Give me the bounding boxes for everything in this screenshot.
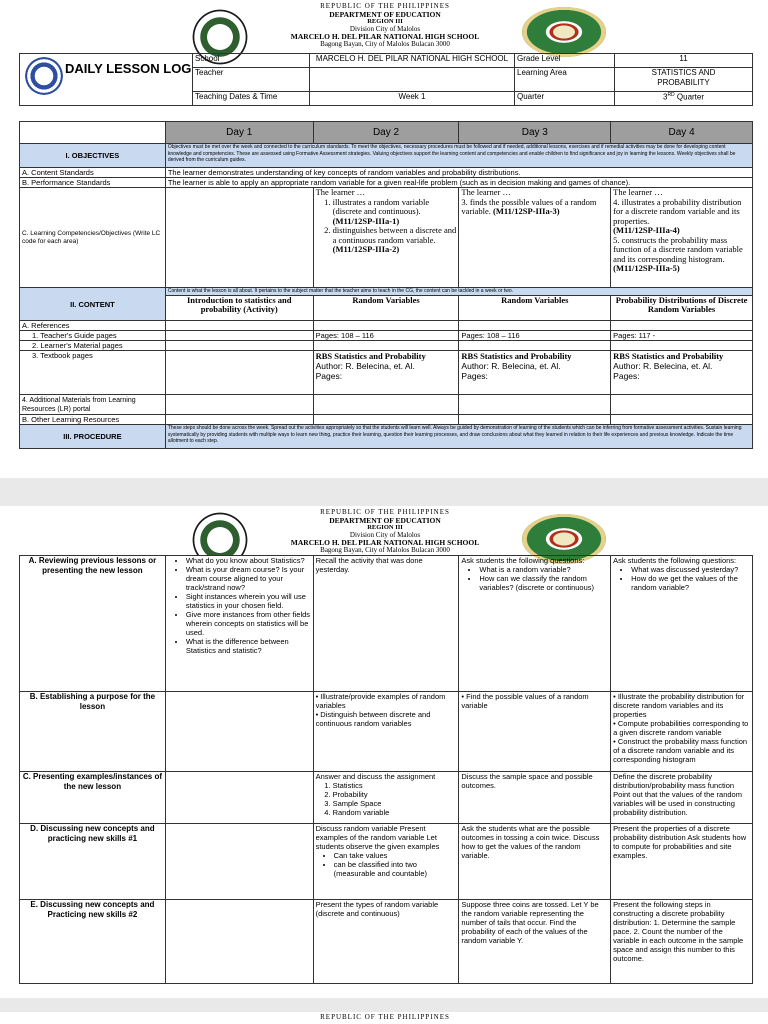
- list-item: • What is your dream course? Is your dream course aligned to your track/strand now?: [186, 565, 311, 592]
- cell: [313, 321, 459, 331]
- competency-item: [333, 226, 457, 255]
- list-item: • Give more instances from other fields wherein concepts on statistics will be used.: [186, 610, 311, 637]
- letterhead-line: Bagong Bayan, City of Malolos Bulacan 3000: [320, 39, 450, 48]
- book-pages: Pages:: [315, 371, 343, 381]
- cell: [459, 395, 611, 415]
- intro-text: Answer and discuss the assignment: [315, 772, 436, 781]
- content-day4: Probability Distributions of Discrete Random Variables: [611, 295, 753, 320]
- cell: [611, 395, 753, 415]
- lc-code: (M11/12SP-IIIa-1): [332, 215, 400, 226]
- intro-text: Ask students the following questions:: [613, 556, 737, 565]
- tg-pages-day4: Pages: 117 -: [611, 331, 753, 341]
- cell: [611, 321, 753, 331]
- performance-standards-text: The learner is able to apply an appropriate random variable for a given real-life problem (such as in decision making and games of chance).: [165, 178, 752, 188]
- competencies-day2: [313, 188, 459, 288]
- content-day1: Introduction to statistics and probability (Activity): [165, 295, 313, 320]
- concepts2-day3: Suppose three coins are tossed. Let Y be the random variable representing the number of tails that occur. Find the probability of each of the values of the random variable Y.: [459, 900, 611, 984]
- lc-code: (M11/12SP-IIIa-3): [493, 206, 560, 216]
- examples-day4: Define the discrete probability distribution/probability mass function Point out that the values of the random variables will be used in constructing probability distribution.: [611, 772, 753, 824]
- tg-pages-day2: Pages: 108 – 116: [313, 331, 459, 341]
- cell: [313, 395, 459, 415]
- grade-label: Grade Level: [515, 54, 615, 68]
- cell: [165, 321, 313, 331]
- list-item: • What is the difference between Statistics and statistic?: [186, 637, 311, 655]
- area-value-line: PROBABILITY: [657, 78, 710, 88]
- concepts1-label: D. Discussing new concepts and practicing new skills #1: [20, 824, 166, 900]
- page-3: [0, 1012, 768, 1024]
- area-value-line: STATISTICS AND: [651, 68, 716, 78]
- concepts1-day3: Ask the students what are the possible outcomes in tossing a coin twice. Discuss how to get the values of the random variable.: [459, 824, 611, 900]
- letterhead-line: REPUBLIC OF THE PHILIPPINES: [320, 2, 450, 10]
- letterhead-line: DEPARTMENT OF EDUCATION: [329, 9, 441, 19]
- purpose-day3: • Find the possible values of a random variable: [459, 692, 611, 772]
- list-item: • What is a random variable?: [479, 565, 608, 574]
- objectives-label: I. OBJECTIVES: [20, 144, 166, 168]
- competencies-label: C. Learning Competencies/Objectives (Write LC code for each area): [20, 188, 166, 288]
- other-resources-label: B. Other Learning Resources: [20, 415, 166, 425]
- content-day2: Random Variables: [313, 295, 459, 320]
- book-title: RBS Statistics and Probability: [613, 351, 724, 361]
- intro-text: The learner …: [315, 187, 366, 197]
- performance-standards-label: B. Performance Standards: [20, 178, 166, 188]
- competency-text: 4. illustrates a probability distribution for a discrete random variable and its properties.: [613, 196, 742, 226]
- textbook-day4: [611, 351, 753, 395]
- letterhead-line: Bagong Bayan, City of Malolos Bulacan 3000: [320, 545, 450, 554]
- review-day3: [459, 556, 611, 692]
- list-item: • Compute probabilities corresponding to a given discrete random variable: [613, 719, 749, 737]
- page-title: DAILY LESSON LOG: [65, 61, 192, 76]
- letterhead: [0, 0, 768, 54]
- dates-label: Teaching Dates & Time: [193, 91, 310, 105]
- list-item: • How can we classify the random variables? (discrete or continuous): [479, 574, 608, 592]
- lc-code: (M11/12SP-IIIa-5): [613, 263, 680, 273]
- list-item: • How do we get the values of the random variable?: [631, 574, 750, 592]
- list-item: 2. Probability: [333, 790, 457, 799]
- quarter-label: Quarter: [515, 91, 615, 105]
- cell: [611, 415, 753, 425]
- cell: [459, 321, 611, 331]
- corner-cell: [20, 122, 166, 144]
- list-item: • Can take values: [334, 851, 457, 860]
- references-label: A. References: [20, 321, 166, 331]
- cell: [165, 395, 313, 415]
- content-note: Content is what the lesson is all about. It pertains to the subject matter that the teacher aims to teach in the CG, the content can be tackled in a week or two.: [165, 288, 752, 296]
- intro-text: The learner …: [613, 187, 663, 197]
- objectives-note: Objectives must be met over the week and connected to the curriculum standards. To meet the objectives, necessary procedures must be followed and if needed, additional lessons, exercises and if remedial activities may be done for developing content knowledge and competencies. These are assessed using Formative Assessment strategies. Valuing objectives support the learning content and competencies and enable children to find significance and joy in learning the lessons. Weekly objectives shall be derived from the curriculum guides.: [165, 144, 752, 168]
- concepts2-day2: Present the types of random variable (discrete and continuous): [313, 900, 459, 984]
- textbook-pages-label: 3. Textbook pages: [20, 351, 166, 395]
- info-table: [19, 53, 753, 106]
- day-header: Day 1: [165, 122, 313, 144]
- procedure-label: III. PROCEDURE: [20, 425, 166, 449]
- competency-text: illustrates a random variable (discrete and continuous).: [332, 196, 430, 216]
- book-title: RBS Statistics and Probability: [461, 351, 572, 361]
- list-item: • Illustrate/provide examples of random variables: [315, 692, 446, 710]
- dll-title-cell: [20, 54, 193, 106]
- letterhead-line: REGION III: [367, 524, 403, 532]
- list-item: • What was discussed yesterday?: [631, 565, 750, 574]
- letterhead-line: Division City of Malolos: [349, 530, 421, 539]
- competencies-day4: [611, 188, 753, 288]
- day-header: Day 2: [313, 122, 459, 144]
- letterhead: [0, 1012, 768, 1024]
- concepts2-day1: [165, 900, 313, 984]
- purpose-day1: [165, 692, 313, 772]
- concepts1-day1: [165, 824, 313, 900]
- quarter-num: 3: [662, 92, 668, 102]
- list-item: • Distinguish between discrete and continuous random variables: [315, 710, 431, 728]
- school-value: MARCELO H. DEL PILAR NATIONAL HIGH SCHOOL: [310, 54, 515, 68]
- textbook-day3: [459, 351, 611, 395]
- teacher-label: Teacher: [193, 68, 310, 91]
- book-author: Author: R. Belecina, et. Al.: [613, 361, 713, 371]
- letterhead-line: DEPARTMENT OF EDUCATION: [329, 515, 441, 525]
- cell: [313, 415, 459, 425]
- list-item: • Construct the probability mass function of a discrete random variable and its corresponding histogram: [613, 737, 748, 764]
- letterhead-line: MARCELO H. DEL PILAR NATIONAL HIGH SCHOOL: [290, 32, 480, 42]
- examples-day2: [313, 772, 459, 824]
- cell: [459, 341, 611, 351]
- list-item: 1. Statistics: [333, 781, 457, 790]
- competency-text: distinguishes between a discrete and a continuous random variable.: [332, 225, 457, 245]
- quarter-sup: RD: [667, 91, 675, 98]
- lesson-table: [19, 121, 753, 449]
- competency-item: [333, 198, 457, 227]
- competencies-day1: [165, 188, 313, 288]
- cell: [165, 331, 313, 341]
- letterhead: [0, 506, 768, 560]
- cell: [165, 351, 313, 395]
- purpose-label: B. Establishing a purpose for the lesson: [20, 692, 166, 772]
- day-header: Day 3: [459, 122, 611, 144]
- tg-pages-day3: Pages: 108 – 116: [459, 331, 611, 341]
- content-standards-text: The learner demonstrates understanding of key concepts of random variables and probability distributions.: [165, 168, 752, 178]
- content-day3: Random Variables: [459, 295, 611, 320]
- concepts1-day2: [313, 824, 459, 900]
- area-value: [615, 68, 753, 91]
- additional-materials-label: 4. Additional Materials from Learning Resources (LR) portal: [20, 395, 166, 415]
- review-day1: [165, 556, 313, 692]
- letterhead-line: Division City of Malolos: [349, 24, 421, 33]
- page-1: [0, 0, 768, 478]
- procedure-table: [19, 555, 753, 984]
- list-item: • can be classified into two (measurable and countable): [334, 860, 457, 878]
- book-pages: Pages:: [613, 371, 640, 381]
- review-label: A. Reviewing previous lessons or presenting the new lesson: [20, 556, 166, 692]
- textbook-day2: [313, 351, 459, 395]
- dates-value: Week 1: [310, 91, 515, 105]
- cell: [165, 415, 313, 425]
- content-label: II. CONTENT: [20, 288, 166, 321]
- letterhead-line: MARCELO H. DEL PILAR NATIONAL HIGH SCHOOL: [290, 538, 480, 548]
- day-header: Day 4: [611, 122, 753, 144]
- teacher-value: [310, 68, 515, 91]
- intro-text: Ask students the following questions:: [461, 556, 585, 565]
- cell: [165, 341, 313, 351]
- letterhead-line: REGION III: [367, 18, 403, 26]
- list-item: 4. Random variable: [333, 808, 457, 817]
- lc-code: (M11/12SP-IIIa-4): [613, 225, 680, 235]
- cell: [459, 415, 611, 425]
- concepts2-label: E. Discussing new concepts and Practicing new skills #2: [20, 900, 166, 984]
- cell: [611, 341, 753, 351]
- grade-value: 11: [615, 54, 753, 68]
- quarter-word: Quarter: [674, 92, 705, 102]
- examples-day3: Discuss the sample space and possible outcomes.: [459, 772, 611, 824]
- examples-day1: [165, 772, 313, 824]
- area-label: Learning Area: [515, 68, 615, 91]
- letterhead-line: REPUBLIC OF THE PHILIPPINES: [320, 508, 450, 516]
- competency-text: 5. constructs the probability mass function of a discrete random variable and its corresponding histogram.: [613, 234, 743, 264]
- list-item: • Sight instances wherein you will use statistics in your chosen field.: [186, 592, 311, 610]
- book-author: Author: R. Belecina, et. Al.: [461, 361, 561, 371]
- review-day2: Recall the activity that was done yesterday.: [313, 556, 459, 692]
- intro-text: The learner …: [461, 187, 511, 197]
- purpose-day4: [611, 692, 753, 772]
- competencies-day3: [459, 188, 611, 288]
- deped-logo-icon: [25, 57, 63, 95]
- cell: [313, 341, 459, 351]
- school-label: School: [193, 54, 310, 68]
- lm-pages-label: 2. Learner's Material pages: [20, 341, 166, 351]
- lc-code: (M11/12SP-IIIa-2): [332, 244, 400, 254]
- quarter-value: [615, 91, 753, 105]
- list-item: 3. Sample Space: [333, 799, 457, 808]
- competency-text: 3. finds the possible values of a random variable.: [461, 196, 597, 216]
- concepts2-day4: Present the following steps in constructing a discrete probability distribution: 1. Determine the sample pace. 2. Count the number of the variable in each outcome in the sample space and assign this number to this outcome.: [611, 900, 753, 984]
- content-standards-label: A. Content Standards: [20, 168, 166, 178]
- list-item: • Illustrate the probability distribution for discrete random variables and its properties: [613, 692, 745, 719]
- list-item: • What do you know about Statistics?: [186, 556, 311, 565]
- concepts1-day4: Present the properties of a discrete probability distribution Ask students how to compute for probabilities and site examples.: [611, 824, 753, 900]
- book-pages: Pages:: [461, 371, 488, 381]
- book-author: Author: R. Belecina, et. Al.: [315, 361, 415, 371]
- examples-label: C. Presenting examples/instances of the new lesson: [20, 772, 166, 824]
- book-title: RBS Statistics and Probability: [315, 351, 426, 361]
- purpose-day2: [313, 692, 459, 772]
- letterhead-line: REPUBLIC OF THE PHILIPPINES: [320, 1013, 450, 1021]
- tg-pages-label: 1. Teacher's Guide pages: [20, 331, 166, 341]
- review-day4: [611, 556, 753, 692]
- body-text: Discuss random variable Present examples of the random variable Let students observe the given examples: [315, 824, 440, 851]
- procedure-note: These steps should be done across the week. Spread out the activities appropriately so that the students will learn well. Always be guided by demonstration of learning of the students which can be inferring from formative assessment activities. Sustain learning systematically by providing students with multiple ways to learn new thing, practice their learning, question their learning processes, and draw conclusions about what they learned in relation to their life experiences and previous knowledge. Indicate the time allotment to each step.: [165, 425, 752, 449]
